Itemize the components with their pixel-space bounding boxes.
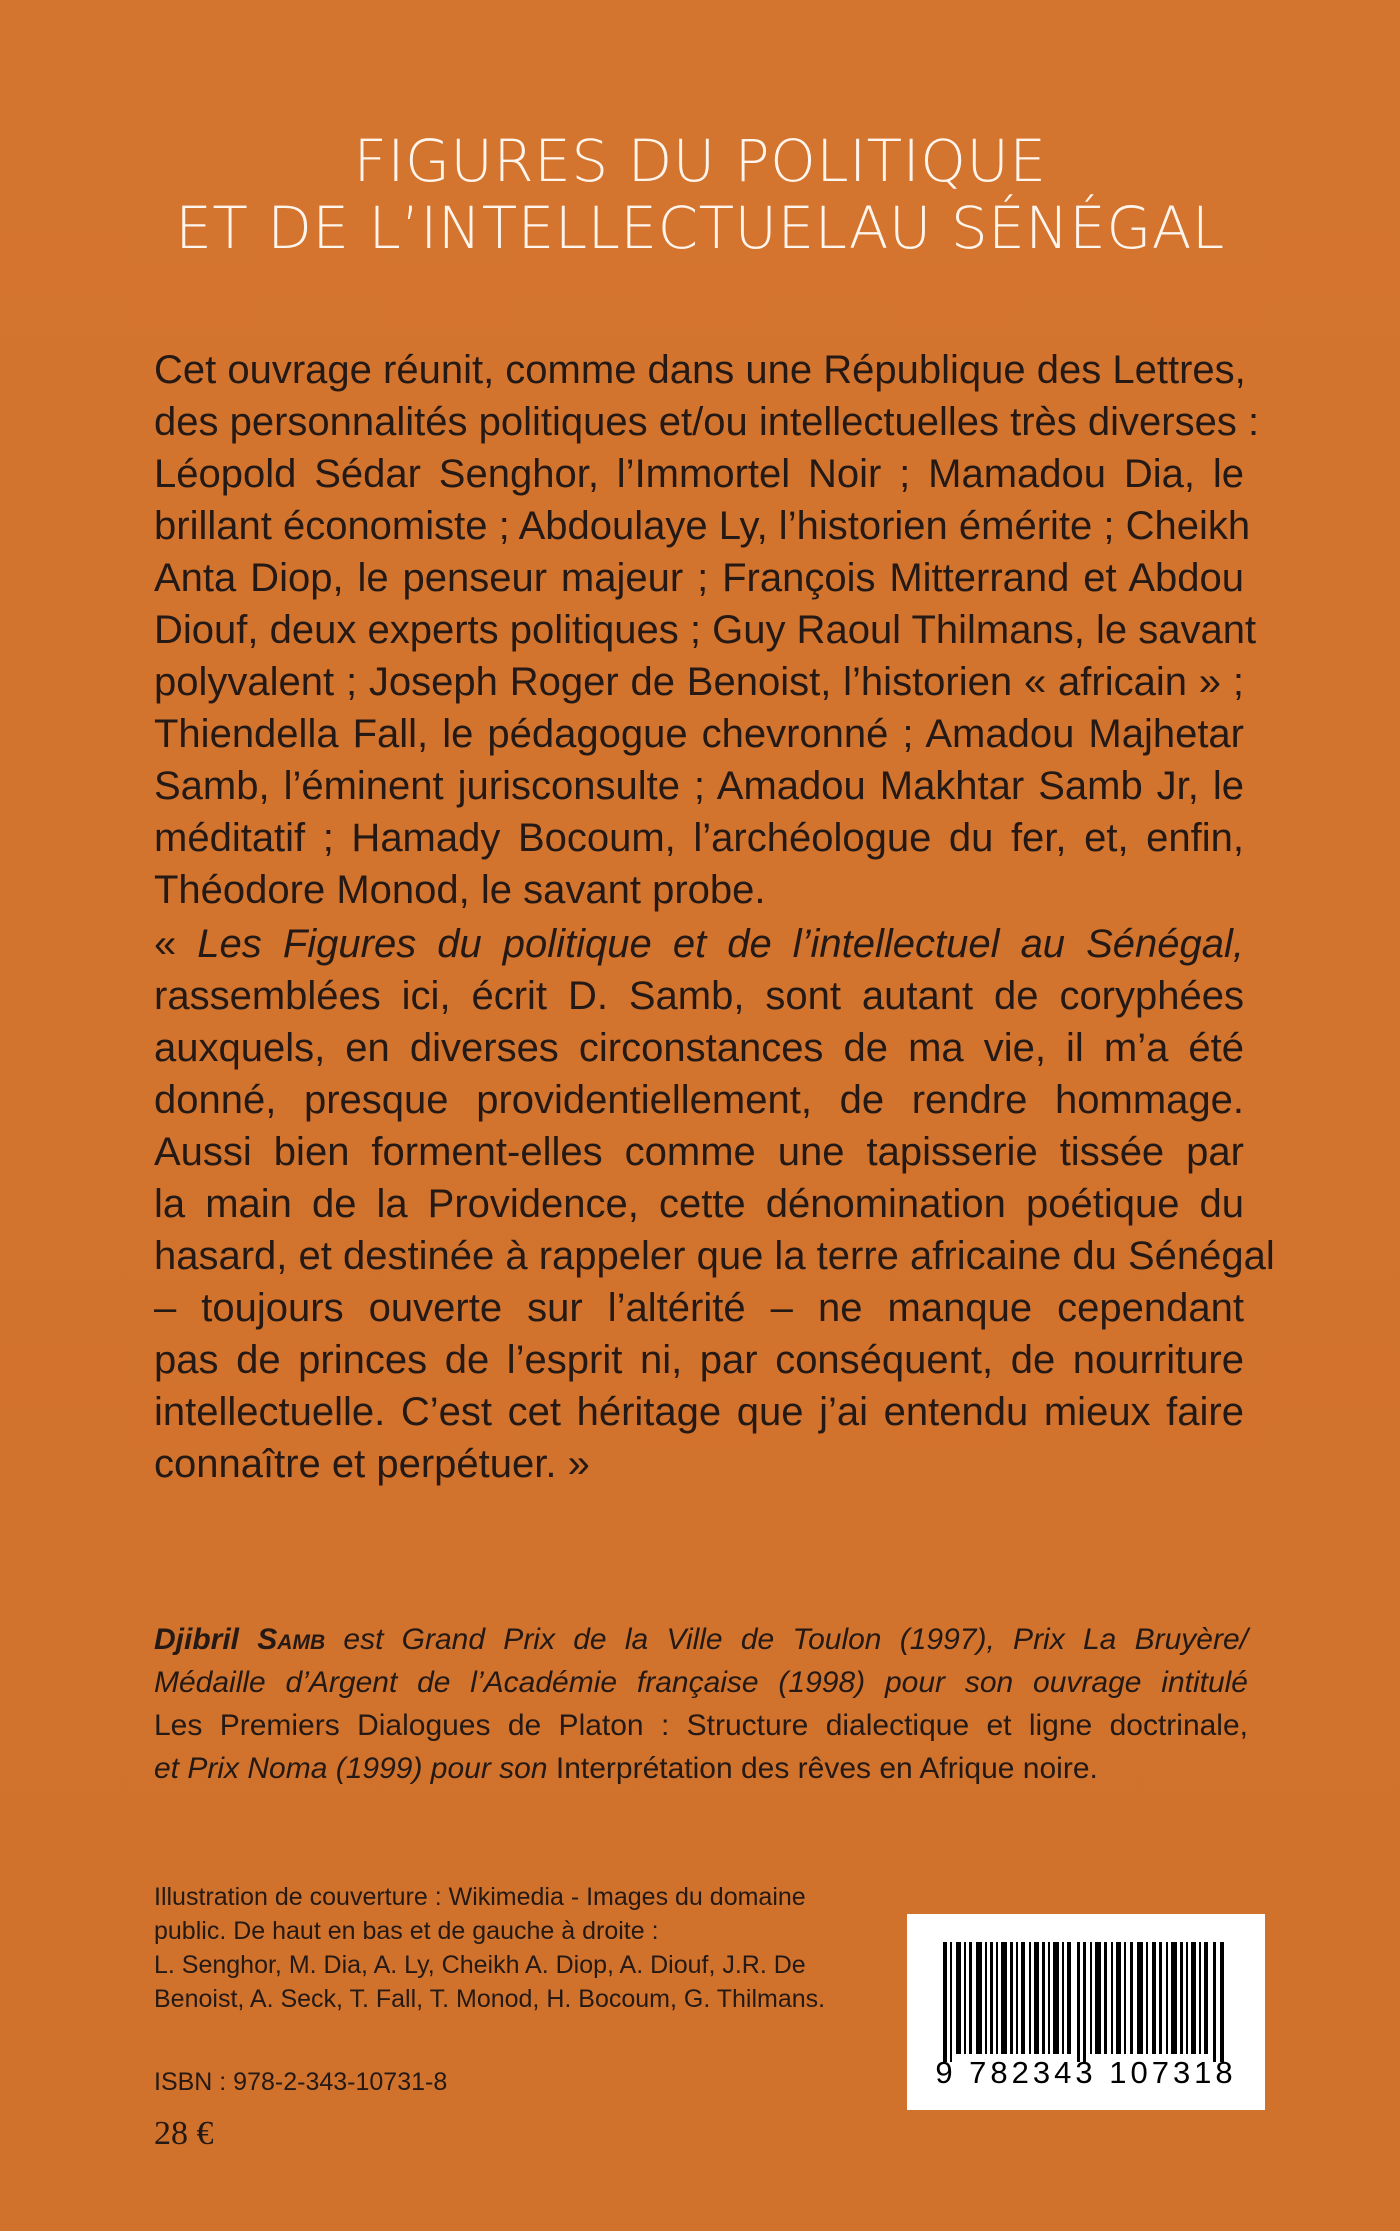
- summary-line: Samb, l’éminent jurisconsulte ; Amadou Makhtar Samb Jr, le: [154, 764, 1244, 808]
- quote-line: hasard, et destinée à rappeler que la terre africaine du Sénégal: [154, 1234, 1275, 1278]
- quote-line: donné, presque providentiellement, de rendre hommage.: [154, 1078, 1244, 1122]
- author-line-1: [154, 1618, 1248, 1661]
- summary-line: Thiendella Fall, le pédagogue chevronné ; Amadou Majhetar: [154, 712, 1244, 756]
- isbn: ISBN : 978-2-343-10731-8: [154, 2068, 448, 2096]
- price: 28 €: [154, 2115, 214, 2152]
- cover-illustration-credit: [154, 1880, 874, 2016]
- quote-open-mark: «: [154, 922, 198, 966]
- book-summary: [154, 344, 1275, 1490]
- quote-line: auxquels, en diverses circonstances de ma vie, il m’a été: [154, 1026, 1244, 1070]
- barcode-icon: [941, 1942, 1231, 2062]
- quote-line: Aussi bien forment-elles comme une tapisserie tissée par: [154, 1130, 1244, 1174]
- author-award-text-2: et Prix Noma (1999) pour son: [154, 1752, 556, 1785]
- quote-line: rassemblées ici, écrit D. Samb, sont autant de coryphées: [154, 974, 1244, 1018]
- barcode: [907, 1914, 1265, 2110]
- quoted-title: Les Figures du politique et de l’intellectuel au Sénégal,: [197, 922, 1245, 966]
- author-first-name: Djibril: [154, 1623, 240, 1656]
- summary-line: Léopold Sédar Senghor, l’Immortel Noir ; Mamadou Dia, le: [154, 452, 1244, 496]
- summary-line: des personnalités politiques et/ou intellectuelles très diverses :: [154, 400, 1260, 444]
- credit-line-1: Illustration de couverture : Wikimedia - Images du domaine: [154, 1883, 806, 1911]
- summary-line: brillant économiste ; Abdoulaye Ly, l’historien émérite ; Cheikh: [154, 504, 1251, 548]
- quote-line-1: [154, 918, 1244, 970]
- book-title: [0, 128, 1400, 263]
- quote-line: intellectuelle. C’est cet héritage que j’ai entendu mieux faire: [154, 1390, 1244, 1434]
- author-line-3: Les Premiers Dialogues de Platon : Structure dialectique et ligne doctrinale,: [154, 1709, 1248, 1742]
- credit-line-4: Benoist, A. Seck, T. Fall, T. Monod, H. Bocoum, G. Thilmans.: [154, 1985, 826, 2013]
- summary-line: Théodore Monod, le savant probe.: [154, 868, 766, 912]
- quote-line: pas de princes de l’esprit ni, par conséquent, de nourriture: [154, 1338, 1244, 1382]
- barcode-number: 9 782343 107318: [935, 2055, 1237, 2090]
- author-bio: [154, 1618, 1248, 1790]
- author-last-name: Samb: [257, 1623, 326, 1656]
- author-line-2: Médaille d’Argent de l’Académie française (1998) pour son ouvrage intitulé: [154, 1666, 1248, 1699]
- title-line-2: ET DE L’INTELLECTUELAU SÉNÉGAL: [175, 194, 1225, 263]
- summary-line: Diouf, deux experts politiques ; Guy Raoul Thilmans, le savant: [154, 608, 1257, 652]
- quote-line: la main de la Providence, cette dénomination poétique du: [154, 1182, 1244, 1226]
- summary-line: méditatif ; Hamady Bocoum, l’archéologue du fer, et, enfin,: [154, 816, 1244, 860]
- summary-line: polyvalent ; Joseph Roger de Benoist, l’historien « africain » ;: [154, 660, 1244, 704]
- credit-line-2: public. De haut en bas et de gauche à droite :: [154, 1917, 659, 1945]
- summary-line: Cet ouvrage réunit, comme dans une République des Lettres,: [154, 348, 1246, 392]
- author-line-4: [154, 1747, 1248, 1790]
- quote-line: – toujours ouverte sur l’altérité – ne manque cependant: [154, 1286, 1244, 1330]
- book-title-mention: Interprétation des rêves en Afrique noire.: [555, 1752, 1098, 1785]
- title-line-1: FIGURES DU POLITIQUE: [353, 127, 1047, 195]
- quote-line-last: connaître et perpétuer. »: [154, 1442, 590, 1486]
- credit-line-3: L. Senghor, M. Dia, A. Ly, Cheikh A. Diop, A. Diouf, J.R. De: [154, 1951, 806, 1979]
- author-award-text: est Grand Prix de la Ville de Toulon (1997), Prix La Bruyère/: [325, 1623, 1248, 1656]
- summary-line: Anta Diop, le penseur majeur ; François Mitterrand et Abdou: [154, 556, 1244, 600]
